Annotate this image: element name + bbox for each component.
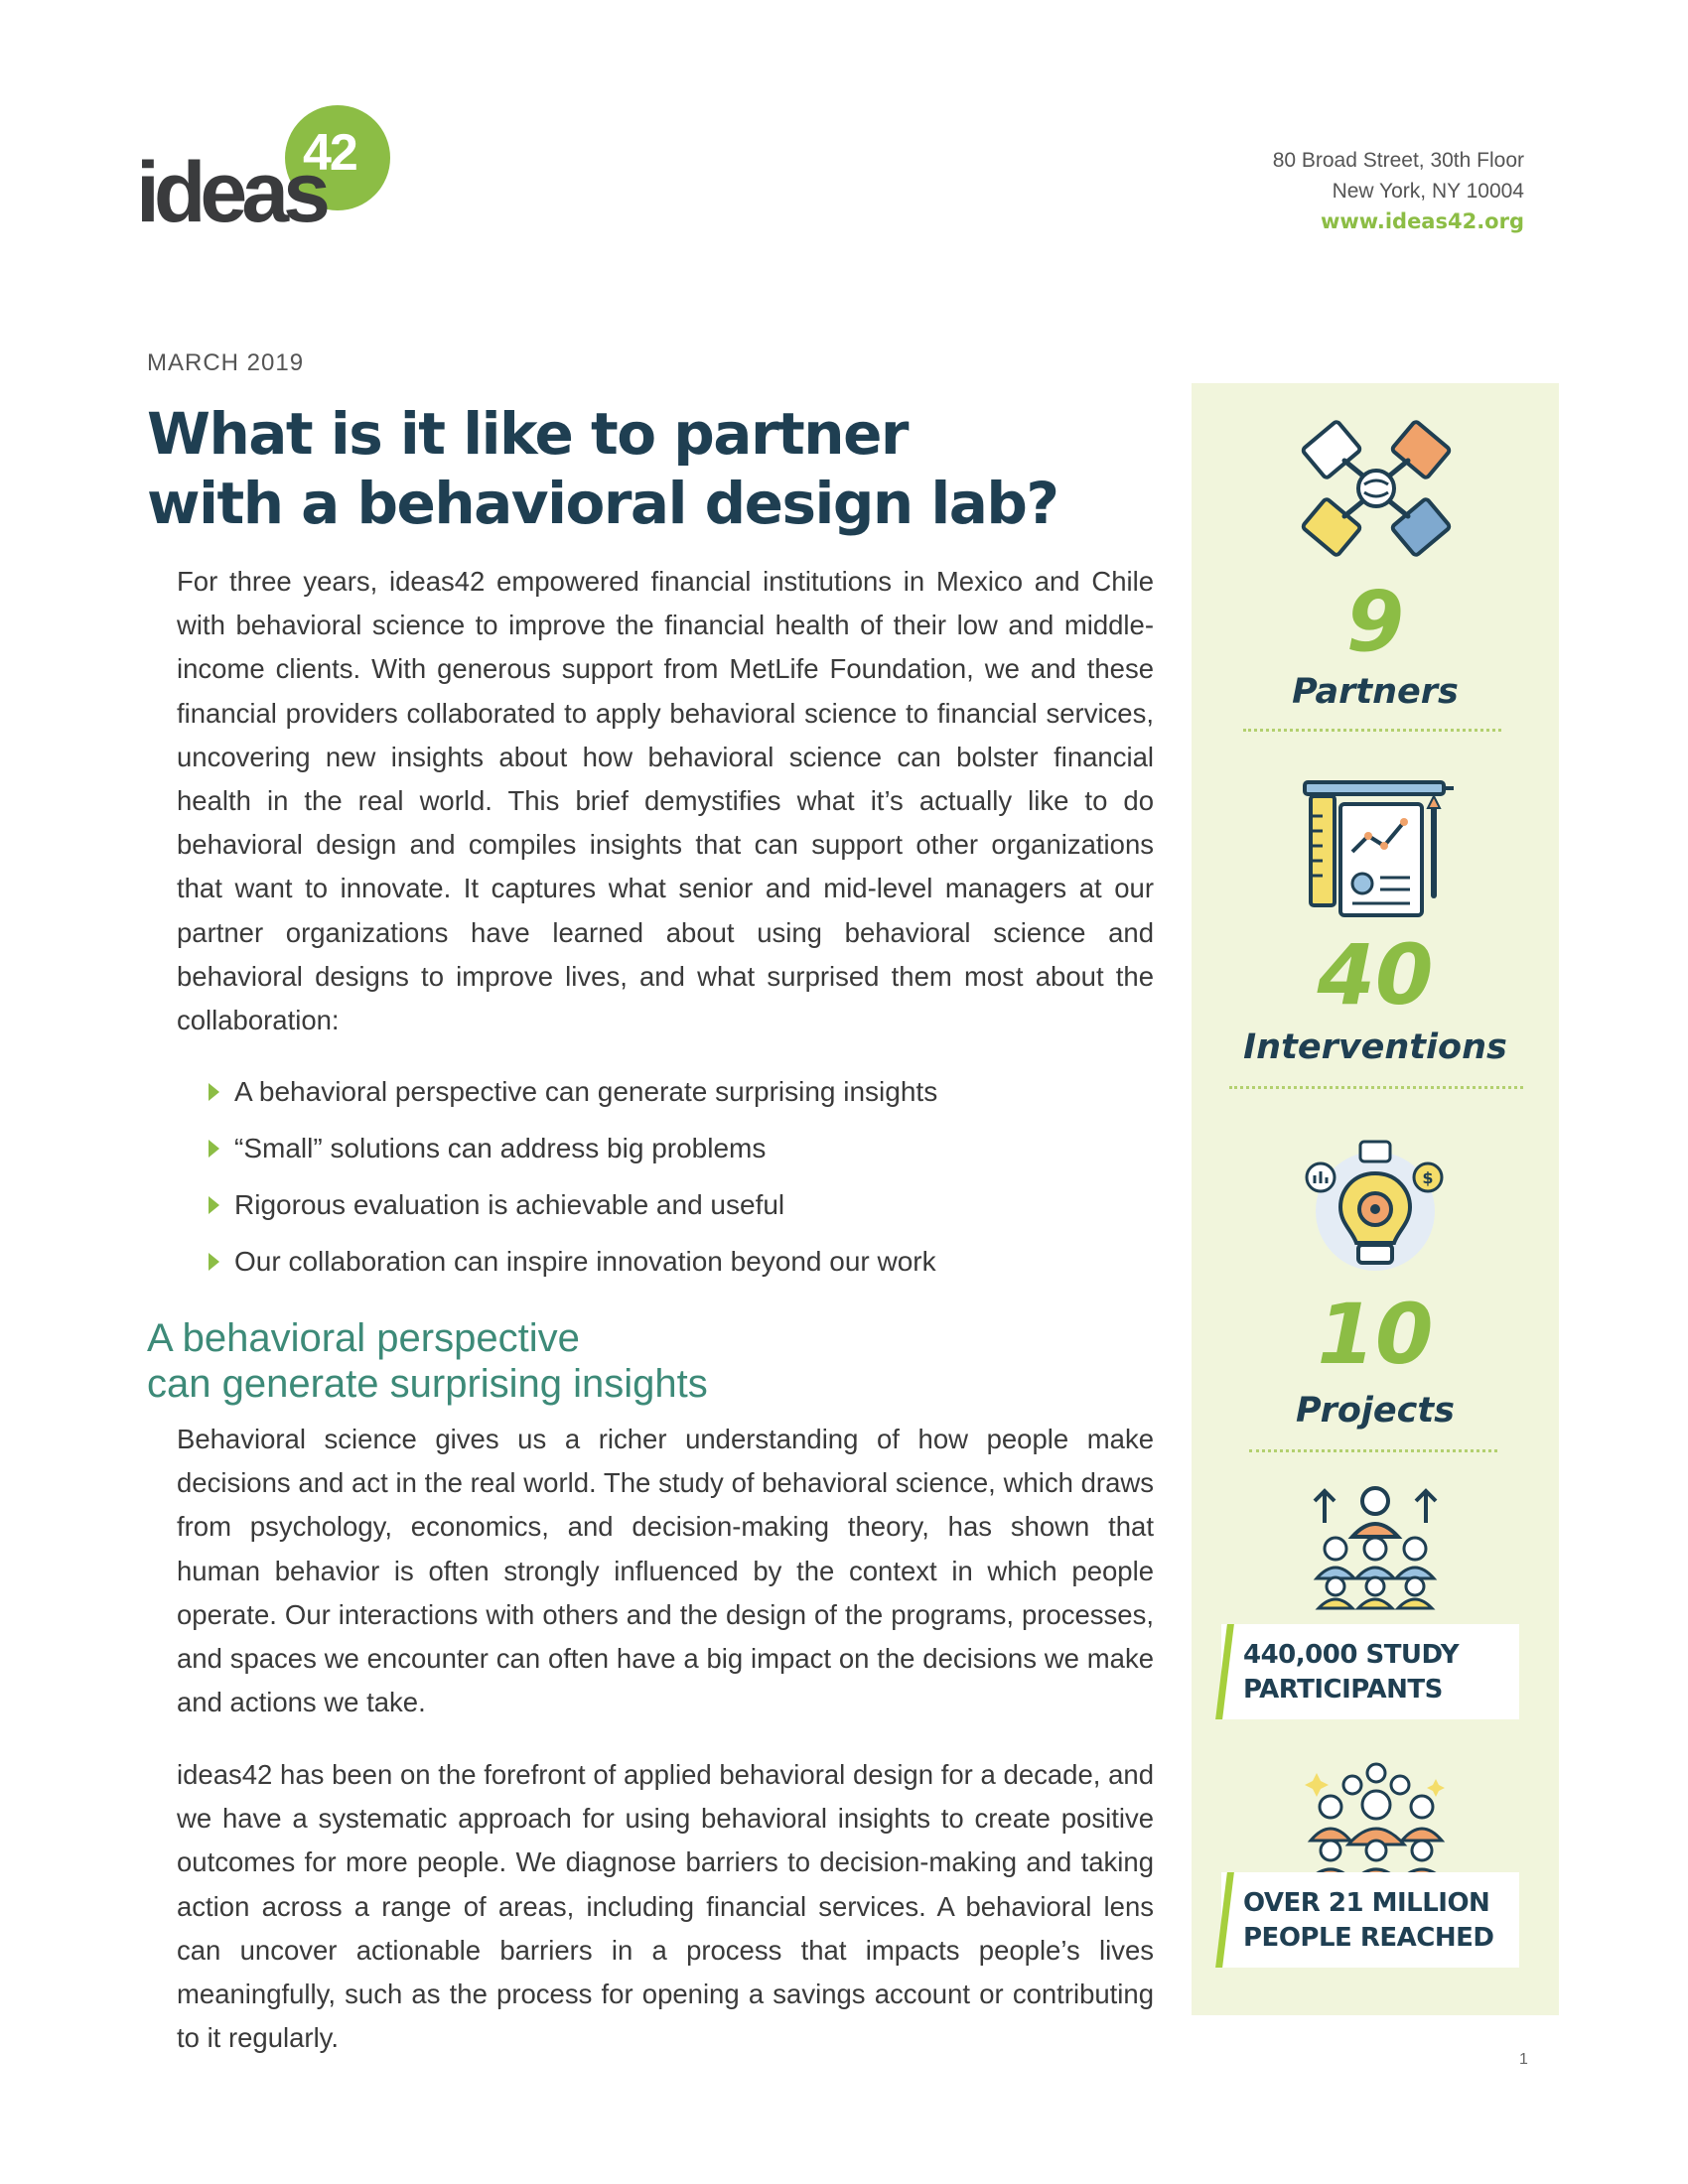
stat-interventions-number: 40 bbox=[1317, 926, 1434, 1024]
list-item bbox=[209, 1242, 937, 1298]
logo-word: ideas bbox=[136, 145, 325, 240]
intro-paragraph: For three years, ideas42 empowered financial institutions in Mexico and Chile with behavioral science to improve the financial health of their low and middle-income clients. With generous support from MetLife Foundation, we and these financial providers collaborated to apply behavioral science to financial services, uncovering new insights about how behavioral science can bolster financial health in the real world. This brief demystifies what it’s actually like to do behavioral design and compiles insights that can support other organizations that want to innovate. It captures what senior and mid-level managers at our partner organizations have learned about using behavioral science and behavioral designs to improve lives, and what surprised them most about the collaboration: bbox=[177, 566, 1154, 1036]
callout-line1: 440,000 STUDY bbox=[1243, 1640, 1460, 1670]
stat-callout-participants bbox=[1221, 1624, 1519, 1719]
list-item bbox=[209, 1129, 937, 1185]
bullet-text: A behavioral perspective can generate surprising insights bbox=[234, 1076, 938, 1107]
bullet-text: Rigorous evaluation is achievable and useful bbox=[234, 1189, 785, 1220]
publication-date: MARCH 2019 bbox=[147, 349, 305, 376]
stat-projects-label: Projects bbox=[1296, 1391, 1455, 1431]
title-line1: What is it like to partner bbox=[147, 400, 909, 468]
bullet-arrow-icon bbox=[209, 1253, 219, 1271]
website-link[interactable]: www.ideas42.org bbox=[1321, 209, 1524, 233]
section-heading-line2: can generate surprising insights bbox=[147, 1362, 708, 1406]
bullet-text: “Small” solutions can address big problems bbox=[234, 1133, 767, 1163]
callout-line2: PEOPLE REACHED bbox=[1243, 1923, 1494, 1953]
lightbulb-icon bbox=[1301, 1134, 1450, 1281]
callout-accent-bar bbox=[1215, 1624, 1234, 1719]
stats-sidebar bbox=[1192, 383, 1559, 2015]
svg-text:$: $ bbox=[1422, 1168, 1434, 1187]
callout-text bbox=[1243, 1638, 1459, 1707]
crowd-icon bbox=[1297, 1759, 1456, 1882]
list-item bbox=[209, 1072, 937, 1129]
divider bbox=[1229, 1086, 1523, 1089]
divider bbox=[1243, 729, 1501, 732]
stat-callout-reach bbox=[1221, 1872, 1519, 1968]
address-line2: New York, NY 10004 bbox=[1332, 180, 1524, 203]
address-block bbox=[1273, 145, 1524, 237]
stat-projects-number: 10 bbox=[1317, 1286, 1434, 1383]
section-heading bbox=[147, 1315, 842, 1407]
callout-text bbox=[1243, 1886, 1493, 1956]
stat-partners-number: 9 bbox=[1345, 573, 1405, 670]
participants-icon bbox=[1303, 1483, 1448, 1610]
section-heading-line1: A behavioral perspective bbox=[147, 1316, 580, 1360]
bullet-arrow-icon bbox=[209, 1140, 219, 1158]
callout-line2: PARTICIPANTS bbox=[1243, 1675, 1443, 1705]
key-insights-list bbox=[209, 1072, 937, 1298]
title-line2: with a behavioral design lab? bbox=[147, 470, 1058, 537]
stat-interventions-label: Interventions bbox=[1243, 1027, 1507, 1067]
bullet-text: Our collaboration can inspire innovation beyond our work bbox=[234, 1246, 936, 1277]
callout-line1: OVER 21 MILLION bbox=[1243, 1888, 1490, 1918]
section-paragraph-1: Behavioral science gives us a richer understanding of how people make decisions and act in the real world. The study of behavioral science, which draws from psychology, economics, and decision-making theory, has shown that human behavior is often strongly influenced by the context in which people operate. Our interactions with others and the design of the programs, processes, and spaces we encounter can often have a big impact on the decisions we make and actions we take. bbox=[177, 1424, 1154, 1718]
list-item bbox=[209, 1185, 937, 1242]
ideas42-logo bbox=[136, 105, 394, 240]
callout-accent-bar bbox=[1215, 1872, 1234, 1968]
page-title bbox=[147, 399, 1140, 538]
report-icon bbox=[1297, 776, 1456, 925]
handshake-icon bbox=[1297, 419, 1456, 558]
page-number: 1 bbox=[1519, 2051, 1528, 2068]
section-paragraph-2: ideas42 has been on the forefront of applied behavioral design for a decade, and we have a systematic approach for using behavioral insights to create positive outcomes for more people. We diagnose barriers to decision-making and taking action across a range of areas, including financial services. A behavioral lens can uncover actionable barriers in a process that impacts people’s lives meaningfully, such as the process for opening a savings account or contributing to it regularly. bbox=[177, 1759, 1154, 2054]
bullet-arrow-icon bbox=[209, 1083, 219, 1101]
stat-partners-label: Partners bbox=[1292, 672, 1459, 712]
logo-number: 42 bbox=[303, 124, 356, 182]
divider bbox=[1249, 1449, 1497, 1452]
address-line1: 80 Broad Street, 30th Floor bbox=[1272, 149, 1524, 172]
bullet-arrow-icon bbox=[209, 1196, 219, 1214]
